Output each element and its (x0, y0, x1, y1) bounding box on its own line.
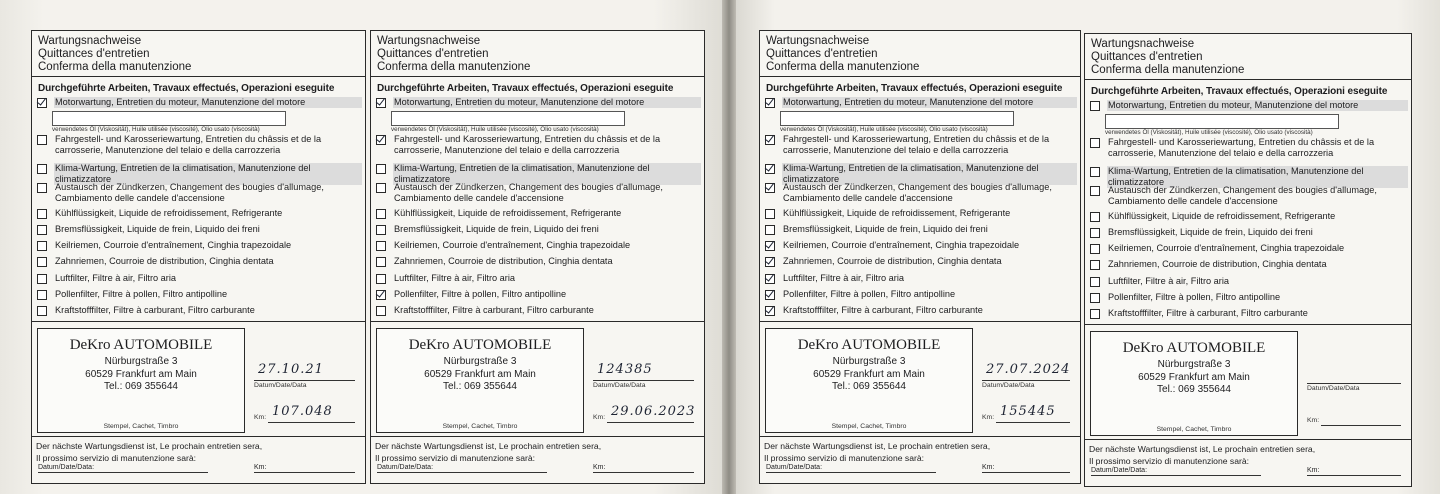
service-label: Keilriemen, Courroie d'entraînement, Cinghia trapezoidale (55, 240, 292, 250)
km-line (1321, 425, 1401, 426)
stamp-text: DeKro AUTOMOBILE (1122, 340, 1266, 356)
service-label: Keilriemen, Courroie d'entraînement, Cinghia trapezoidale (1108, 243, 1345, 253)
oil-note: verwendetes Öl (Viskosität), Huile utilisée (viscosité), Olio usato (viscosità) (391, 126, 599, 133)
service-label: Zahnriemen, Courroie de distribution, Cinghia dentata (1108, 259, 1327, 269)
service-checkbox[interactable] (765, 183, 775, 193)
next-date-label: Datum/Date/Data: (38, 464, 95, 471)
stamp-text: 60529 Frankfurt am Main (1138, 372, 1250, 383)
service-item (36, 208, 362, 219)
service-item (375, 182, 701, 204)
service-item (764, 134, 1077, 156)
date-label: Datum/Date/Data (593, 382, 646, 389)
km-label: Km: (254, 414, 267, 421)
service-checkbox[interactable] (37, 290, 47, 300)
stamp-label: Stempel, Cachet, Timbro (831, 423, 907, 430)
service-checkbox[interactable] (37, 274, 47, 284)
service-label: Motorwartung, Entretien du moteur, Manutenzione del motore (1107, 100, 1408, 111)
service-item (764, 97, 1077, 108)
oil-note: verwendetes Öl (Viskosität), Huile utilisée (viscosité), Olio usato (viscosità) (1105, 129, 1313, 136)
handwritten-km: 155445 (1000, 404, 1056, 419)
stamp-area (1085, 324, 1411, 440)
service-label: Austausch der Zündkerzen, Changement des bougies d'allumage, Cambiamento delle candele d'accensione (55, 182, 324, 203)
next-date-line[interactable] (377, 472, 547, 473)
service-checkbox[interactable] (1090, 293, 1100, 303)
oil-viscosity-field[interactable] (52, 111, 286, 126)
maintenance-card-1 (31, 30, 366, 484)
service-label: Pollenfilter, Filtre à pollen, Filtro antipolline (1108, 292, 1281, 302)
service-item (375, 240, 701, 251)
service-item (36, 305, 362, 316)
next-km-line[interactable] (982, 472, 1070, 473)
dealer-stamp (765, 328, 973, 433)
stamp-text: 60529 Frankfurt am Main (813, 369, 925, 380)
stamp-area (760, 321, 1080, 437)
service-label: Klima-Wartung, Entretien de la climatisation, Manutenzione del climatizzatore (1107, 166, 1408, 188)
service-item (375, 208, 701, 219)
service-item (764, 273, 1077, 284)
section-title: Durchgeführte Arbeiten, Travaux effectués, Operazioni eseguite (1091, 86, 1388, 97)
service-label: Bremsflüssigkeit, Liquide de frein, Liquido dei freni (394, 224, 599, 234)
service-item (764, 208, 1077, 219)
service-label: Kühlflüssigkeit, Liquide de refroidissement, Refrigerante (1108, 211, 1336, 221)
service-item (375, 97, 701, 108)
next-date-label: Datum/Date/Data: (1091, 467, 1148, 474)
next-service-text-2: Il prossimo servizio di manutenzione sarà: (764, 453, 925, 463)
service-checkbox[interactable] (37, 257, 47, 267)
maintenance-card-3 (759, 30, 1081, 484)
service-checkbox[interactable] (376, 183, 386, 193)
service-label: Fahrgestell- und Karosseriewartung, Entretien du châssis et de la carrosserie, Manutenzione del telaio e della carrozzeria (55, 134, 322, 155)
header-line2: Quittances d'entretien (377, 48, 489, 60)
service-label: Luftfilter, Filtre à air, Filtro aria (783, 273, 905, 283)
service-item (375, 289, 701, 300)
service-checkbox[interactable] (765, 274, 775, 284)
service-checkbox[interactable] (376, 135, 386, 145)
next-date-line[interactable] (766, 472, 936, 473)
stamp-text: DeKro AUTOMOBILE (408, 337, 552, 353)
service-checkbox[interactable] (1090, 167, 1100, 177)
service-label: Kraftstofffilter, Filtre à carburant, Filtro carburante (1108, 308, 1308, 318)
service-checkbox[interactable] (376, 164, 386, 174)
stamp-label: Stempel, Cachet, Timbro (442, 423, 518, 430)
next-km-label: Km: (593, 464, 606, 471)
stamp-text: 60529 Frankfurt am Main (424, 369, 536, 380)
service-label: Pollenfilter, Filtre à pollen, Filtro antipolline (55, 289, 228, 299)
service-item (1089, 100, 1408, 111)
service-checkbox[interactable] (765, 225, 775, 235)
service-checkbox[interactable] (1090, 228, 1100, 238)
service-checkbox[interactable] (1090, 277, 1100, 287)
next-service-text-2: Il prossimo servizio di manutenzione sarà: (1089, 456, 1250, 466)
service-checkbox[interactable] (376, 257, 386, 267)
card-header (1085, 34, 1411, 80)
next-date-line[interactable] (38, 472, 208, 473)
service-item (1089, 211, 1408, 222)
service-item (36, 134, 362, 156)
dealer-stamp (1090, 331, 1298, 436)
service-item (36, 224, 362, 235)
service-checkbox[interactable] (765, 306, 775, 316)
service-label: Pollenfilter, Filtre à pollen, Filtro antipolline (783, 289, 956, 299)
service-checkbox[interactable] (1090, 212, 1100, 222)
next-date-label: Datum/Date/Data: (766, 464, 823, 471)
service-checkbox[interactable] (37, 209, 47, 219)
service-item (764, 305, 1077, 316)
service-label: Bremsflüssigkeit, Liquide de frein, Liquido dei freni (783, 224, 988, 234)
service-label: Motorwartung, Entretien du moteur, Manutenzione del motore (54, 97, 362, 108)
service-item (36, 240, 362, 251)
service-item (36, 289, 362, 300)
date-line (982, 380, 1070, 381)
service-item (1089, 185, 1408, 207)
service-item (1089, 259, 1408, 270)
service-item (1089, 227, 1408, 238)
next-km-label: Km: (254, 464, 267, 471)
oil-viscosity-field[interactable] (1105, 114, 1339, 129)
km-line (607, 422, 694, 423)
oil-viscosity-field[interactable] (780, 111, 1014, 126)
next-km-line[interactable] (254, 472, 355, 473)
handwritten-date: 124385 (597, 362, 653, 377)
service-label: Kühlflüssigkeit, Liquide de refroidissement, Refrigerante (55, 208, 283, 218)
service-item (375, 134, 701, 156)
header-line1: Wartungsnachweise (38, 35, 142, 47)
stamp-text: Nürburgstraße 3 (832, 356, 906, 367)
date-line (1307, 383, 1401, 384)
handwritten-km: 29.06.2023 (611, 404, 696, 419)
km-label: Km: (982, 414, 995, 421)
handwritten-date: 27.10.21 (258, 362, 324, 377)
service-label: Austausch der Zündkerzen, Changement des bougies d'allumage, Cambiamento delle candele d'accensione (1108, 185, 1377, 206)
service-item (1089, 292, 1408, 303)
service-item (764, 289, 1077, 300)
service-label: Pollenfilter, Filtre à pollen, Filtro antipolline (394, 289, 567, 299)
service-item (1089, 276, 1408, 287)
handwritten-km: 107.048 (272, 404, 333, 419)
stamp-text: Tel.: 069 355644 (443, 381, 517, 392)
service-label: Kühlflüssigkeit, Liquide de refroidissement, Refrigerante (783, 208, 1011, 218)
service-item (1089, 308, 1408, 319)
service-label: Fahrgestell- und Karosseriewartung, Entretien du châssis et de la carrosserie, Manutenzione del telaio e della carrozzeria (783, 134, 1050, 155)
service-item (36, 256, 362, 267)
service-checkbox[interactable] (37, 135, 47, 145)
service-item (764, 182, 1077, 204)
service-item (36, 273, 362, 284)
service-label: Zahnriemen, Courroie de distribution, Cinghia dentata (783, 256, 1002, 266)
service-label: Keilriemen, Courroie d'entraînement, Cinghia trapezoidale (783, 240, 1020, 250)
service-label: Luftfilter, Filtre à air, Filtro aria (1108, 276, 1230, 286)
next-service-text-2: Il prossimo servizio di manutenzione sarà: (36, 453, 197, 463)
dealer-stamp (37, 328, 245, 433)
service-checkbox[interactable] (376, 306, 386, 316)
km-label: Km: (593, 414, 606, 421)
section-title: Durchgeführte Arbeiten, Travaux effectués, Operazioni eseguite (38, 83, 335, 94)
maintenance-card-4 (1084, 33, 1412, 487)
service-label: Fahrgestell- und Karosseriewartung, Entretien du châssis et de la carrosserie, Manutenzione del telaio e della carrozzeria (1108, 137, 1375, 158)
service-checkbox[interactable] (1090, 186, 1100, 196)
next-service-text: Der nächste Wartungsdienst ist, Le prochain entretien sera, (36, 441, 263, 451)
service-checkbox[interactable] (765, 257, 775, 267)
service-checkbox[interactable] (765, 98, 775, 108)
service-label: Bremsflüssigkeit, Liquide de frein, Liquido dei freni (1108, 227, 1313, 237)
service-checkbox[interactable] (376, 225, 386, 235)
next-service-text: Der nächste Wartungsdienst ist, Le prochain entretien sera, (764, 441, 991, 451)
service-checkbox[interactable] (376, 98, 386, 108)
service-label: Kraftstofffilter, Filtre à carburant, Filtro carburante (55, 305, 255, 315)
service-label: Kühlflüssigkeit, Liquide de refroidissement, Refrigerante (394, 208, 622, 218)
stamp-text: Nürburgstraße 3 (443, 356, 517, 367)
service-item (764, 240, 1077, 251)
oil-viscosity-field[interactable] (391, 111, 625, 126)
service-checkbox[interactable] (376, 274, 386, 284)
stamp-label: Stempel, Cachet, Timbro (103, 423, 179, 430)
service-item (375, 273, 701, 284)
header-line1: Wartungsnachweise (1091, 38, 1195, 50)
next-km-line[interactable] (593, 472, 694, 473)
stamp-text: DeKro AUTOMOBILE (69, 337, 213, 353)
service-checkbox[interactable] (765, 209, 775, 219)
service-label: Kraftstofffilter, Filtre à carburant, Filtro carburante (394, 305, 594, 315)
km-line (996, 422, 1070, 423)
service-checkbox[interactable] (765, 290, 775, 300)
service-item (764, 224, 1077, 235)
stamp-text: Tel.: 069 355644 (1157, 384, 1231, 395)
header-line2: Quittances d'entretien (766, 48, 878, 60)
stamp-area (371, 321, 704, 437)
section-title: Durchgeführte Arbeiten, Travaux effectués, Operazioni eseguite (377, 83, 674, 94)
header-line2: Quittances d'entretien (1091, 51, 1203, 63)
stamp-area (32, 321, 365, 437)
next-date-line[interactable] (1091, 475, 1261, 476)
header-line3: Conferma della manutenzione (1091, 64, 1245, 76)
header-line3: Conferma della manutenzione (377, 61, 531, 73)
service-checkbox[interactable] (37, 183, 47, 193)
stamp-text: Tel.: 069 355644 (104, 381, 178, 392)
date-line (593, 380, 694, 381)
header-line3: Conferma della manutenzione (766, 61, 920, 73)
service-checkbox[interactable] (376, 241, 386, 251)
service-checkbox[interactable] (37, 98, 47, 108)
service-checkbox[interactable] (37, 164, 47, 174)
service-checkbox[interactable] (1090, 138, 1100, 148)
service-label: Bremsflüssigkeit, Liquide de frein, Liquido dei freni (55, 224, 260, 234)
km-label: Km: (1307, 417, 1320, 424)
service-checkbox[interactable] (1090, 309, 1100, 319)
next-km-label: Km: (982, 464, 995, 471)
date-label: Datum/Date/Data (254, 382, 307, 389)
stamp-text: DeKro AUTOMOBILE (797, 337, 941, 353)
service-label: Luftfilter, Filtre à air, Filtro aria (55, 273, 177, 283)
service-label: Motorwartung, Entretien du moteur, Manutenzione del motore (393, 97, 701, 108)
header-line1: Wartungsnachweise (377, 35, 481, 47)
service-item (1089, 243, 1408, 254)
date-label: Datum/Date/Data (982, 382, 1035, 389)
handwritten-date: 27.07.2024 (986, 362, 1071, 377)
next-service-text: Der nächste Wartungsdienst ist, Le prochain entretien sera, (375, 441, 602, 451)
oil-note: verwendetes Öl (Viskosität), Huile utilisée (viscosité), Olio usato (viscosità) (780, 126, 988, 133)
oil-note: verwendetes Öl (Viskosität), Huile utilisée (viscosité), Olio usato (viscosità) (52, 126, 260, 133)
header-line3: Conferma della manutenzione (38, 61, 192, 73)
service-label: Kraftstofffilter, Filtre à carburant, Filtro carburante (783, 305, 983, 315)
book-spine (722, 0, 736, 494)
service-checkbox[interactable] (1090, 244, 1100, 254)
service-label: Klima-Wartung, Entretien de la climatisation, Manutenzione del climatizzatore (782, 163, 1077, 185)
card-header (760, 31, 1080, 77)
service-item (375, 224, 701, 235)
service-label: Luftfilter, Filtre à air, Filtro aria (394, 273, 516, 283)
service-checkbox[interactable] (765, 241, 775, 251)
service-checkbox[interactable] (37, 225, 47, 235)
stamp-text: Nürburgstraße 3 (104, 356, 178, 367)
date-line (254, 380, 355, 381)
service-item (375, 256, 701, 267)
stamp-label: Stempel, Cachet, Timbro (1156, 426, 1232, 433)
next-service-text: Der nächste Wartungsdienst ist, Le prochain entretien sera, (1089, 444, 1316, 454)
service-label: Zahnriemen, Courroie de distribution, Cinghia dentata (394, 256, 613, 266)
service-label: Motorwartung, Entretien du moteur, Manutenzione del motore (782, 97, 1077, 108)
service-checkbox[interactable] (376, 209, 386, 219)
service-label: Klima-Wartung, Entretien de la climatisation, Manutenzione del climatizzatore (393, 163, 701, 185)
stamp-text: 60529 Frankfurt am Main (85, 369, 197, 380)
service-checkbox[interactable] (765, 135, 775, 145)
service-label: Austausch der Zündkerzen, Changement des bougies d'allumage, Cambiamento delle candele d'accensione (394, 182, 663, 203)
next-service-text-2: Il prossimo servizio di manutenzione sarà: (375, 453, 536, 463)
next-km-label: Km: (1307, 467, 1320, 474)
service-checkbox[interactable] (376, 290, 386, 300)
km-line (268, 422, 355, 423)
service-checkbox[interactable] (37, 241, 47, 251)
next-km-line[interactable] (1307, 475, 1401, 476)
card-header (371, 31, 704, 77)
stamp-text: Nürburgstraße 3 (1157, 359, 1231, 370)
service-label: Austausch der Zündkerzen, Changement des bougies d'allumage, Cambiamento delle candele d'accensione (783, 182, 1052, 203)
stamp-text: Tel.: 069 355644 (832, 381, 906, 392)
service-item (1089, 137, 1408, 159)
next-date-label: Datum/Date/Data: (377, 464, 434, 471)
maintenance-card-2 (370, 30, 705, 484)
service-item (375, 305, 701, 316)
header-line2: Quittances d'entretien (38, 48, 150, 60)
service-item (36, 97, 362, 108)
service-label: Zahnriemen, Courroie de distribution, Cinghia dentata (55, 256, 274, 266)
service-label: Klima-Wartung, Entretien de la climatisation, Manutenzione del climatizzatore (54, 163, 362, 185)
service-item (36, 182, 362, 204)
service-item (764, 256, 1077, 267)
dealer-stamp (376, 328, 584, 433)
service-checkbox[interactable] (1090, 101, 1100, 111)
service-label: Fahrgestell- und Karosseriewartung, Entretien du châssis et de la carrosserie, Manutenzione del telaio e della carrozzeria (394, 134, 661, 155)
date-label: Datum/Date/Data (1307, 385, 1360, 392)
service-checkbox[interactable] (37, 306, 47, 316)
service-checkbox[interactable] (765, 164, 775, 174)
header-line1: Wartungsnachweise (766, 35, 870, 47)
service-checkbox[interactable] (1090, 260, 1100, 270)
service-label: Keilriemen, Courroie d'entraînement, Cinghia trapezoidale (394, 240, 631, 250)
card-header (32, 31, 365, 77)
section-title: Durchgeführte Arbeiten, Travaux effectués, Operazioni eseguite (766, 83, 1063, 94)
